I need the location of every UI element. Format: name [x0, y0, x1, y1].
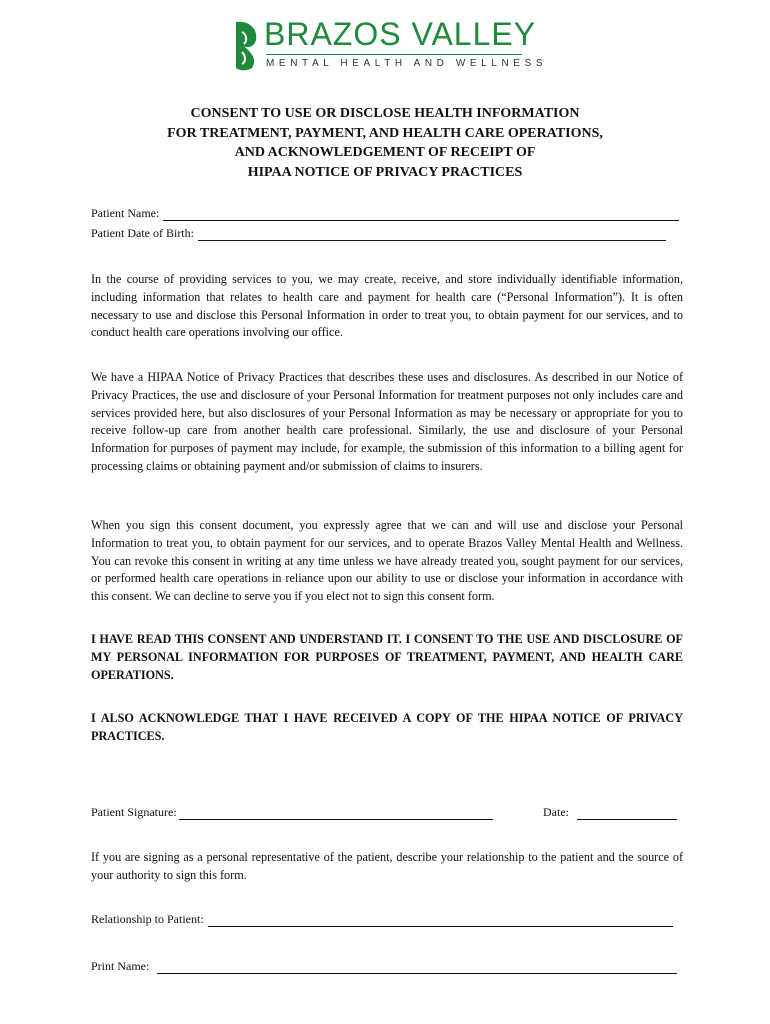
relationship-row — [91, 912, 673, 927]
signature-field[interactable] — [179, 807, 493, 820]
date-label: Date: — [543, 805, 569, 819]
title-line-3: AND ACKNOWLEDGEMENT OF RECEIPT OF — [234, 145, 536, 160]
print-name-label: Print Name: — [91, 959, 150, 973]
relationship-field[interactable] — [208, 914, 673, 927]
privacy-notice-paragraph: We have a HIPAA Notice of Privacy Practices that describes these uses and disclosures. As described in our Notice of Privacy Practices, the use and disclosure of your Personal Information for treatment purposes not only includes care and services provided here, but also disclosures of your Personal Information as may be necessary or appropriate for you to receive follow-up care from another health care professional. Similarly, the use and disclosure of your Personal Information for purposes of payment may include, for example, the submission of this information to a billing agent for processing claims or obtaining payment and/or submission of claims to insurers. — [91, 370, 683, 473]
leaf-logo-icon — [230, 18, 264, 72]
patient-dob-label: Patient Date of Birth: — [91, 226, 194, 240]
print-name-field[interactable] — [157, 961, 677, 974]
patient-dob-row — [91, 226, 666, 241]
intro-paragraph: In the course of providing services to you, we may create, receive, and store individually identifiable information, including information that relates to health care and payment for health care (“Personal Information”). It is often necessary to use and disclose this Personal Information in order to treat you, to obtain payment for our services, and to conduct health care operations involving our office. — [91, 272, 683, 340]
logo-divider — [266, 54, 522, 55]
consent-statement: I HAVE READ THIS CONSENT AND UNDERSTAND IT. I CONSENT TO THE USE AND DISCLOSURE OF MY PERSONAL INFORMATION FOR PURPOSES OF TREATMENT, PAYMENT, AND HEALTH CARE OPERATIONS. — [91, 632, 683, 682]
signature-label: Patient Signature: — [91, 805, 177, 819]
title-line-1: CONSENT TO USE OR DISCLOSE HEALTH INFORMATION — [190, 106, 580, 121]
patient-name-row — [91, 206, 679, 221]
logo-title: BRAZOS VALLEY — [264, 16, 537, 52]
title-line-2: FOR TREATMENT, PAYMENT, AND HEALTH CARE OPERATIONS, — [167, 125, 603, 141]
representative-note: If you are signing as a personal representative of the patient, describe your relationship to the patient and the source of your authority to sign this form. — [91, 850, 683, 882]
consent-terms-paragraph: When you sign this consent document, you expressly agree that we can and will use and disclose your Personal Information to treat you, to obtain payment for our services, and to operate Brazos Valley Mental Health and Wellness. You can revoke this consent in writing at any time unless we have already treated you, sought payment for our services, or performed health care operations in reliance upon our ability to use or disclose your information in accordance with this consent. We can decline to serve you if you elect not to sign this consent form. — [91, 518, 683, 604]
signature-row — [91, 805, 493, 820]
date-row — [543, 805, 677, 820]
patient-dob-field[interactable] — [198, 228, 666, 241]
brand-logo — [230, 16, 548, 74]
logo-subtitle: MENTAL HEALTH AND WELLNESS — [266, 58, 548, 69]
date-field[interactable] — [577, 807, 677, 820]
patient-name-field[interactable] — [163, 208, 679, 221]
relationship-label: Relationship to Patient: — [91, 912, 204, 926]
print-name-row — [91, 959, 677, 974]
acknowledge-statement: I ALSO ACKNOWLEDGE THAT I HAVE RECEIVED A COPY OF THE HIPAA NOTICE OF PRIVACY PRACTICES. — [91, 711, 683, 743]
patient-name-label: Patient Name: — [91, 206, 160, 220]
title-line-4: HIPAA NOTICE OF PRIVACY PRACTICES — [247, 164, 523, 180]
document-title — [0, 104, 770, 182]
